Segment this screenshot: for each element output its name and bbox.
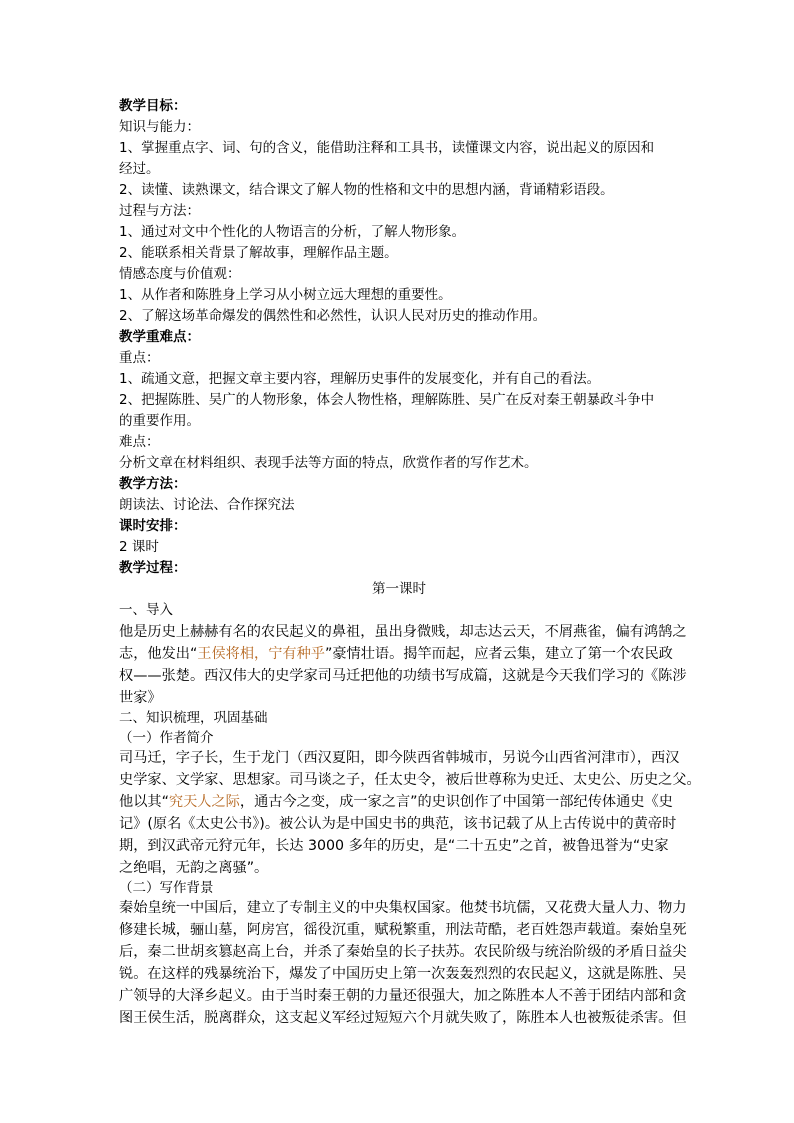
objectives-heading: 教学目标：: [119, 98, 187, 114]
author-line-6: 之绝唱，无韵之离骚”。: [119, 860, 269, 876]
objective-knowledge-2: 2、读懂、读熟课文，结合课文了解人物的性格和文中的思想内涵，背诵精彩语段。: [119, 182, 614, 198]
quote-phrase: 王侯将相，宁有种乎: [197, 646, 325, 662]
emotion-value-label: 情感态度与价值观：: [119, 266, 241, 282]
key-label: 重点：: [119, 350, 160, 366]
objective-process-2: 2、能联系相关背景了解故事，理解作品主题。: [119, 245, 398, 261]
quote-phrase: 究天人之际: [168, 794, 240, 810]
objective-emotion-2: 2、了解这场革命爆发的偶然性和必然性，认识人民对历史的推动作用。: [119, 308, 547, 324]
process-heading: 教学过程：: [119, 560, 187, 576]
author-line-5: 期，到汉武帝元狩元年，长达 3000 多年的历史，是“二十五史”之首，被鲁迅誉为“史家: [119, 838, 669, 854]
author-line-1: 司马迁，字子长，生于龙门（西汉夏阳，即今陕西省韩城市，另说今山西省河津市），西汉: [119, 750, 680, 766]
schedule-heading: 课时安排：: [119, 518, 187, 534]
knowledge-ability-label: 知识与能力：: [119, 119, 200, 135]
objective-knowledge-1-cont: 经过。: [119, 161, 160, 177]
process-method-label: 过程与方法：: [119, 203, 200, 219]
intro-line-3: 权——张楚。西汉伟大的史学家司马迁把他的功绩书写成篇，这就是今天我们学习的《陈涉: [119, 668, 687, 684]
objective-process-1: 1、通过对文中个性化的人物语言的分析，了解人物形象。: [119, 224, 466, 240]
key-point-1: 1、疏通文意，把握文章主要内容，理解历史事件的发展变化，并有自己的看法。: [119, 371, 601, 387]
methods-text: 朗读法、讨论法、合作探究法: [119, 497, 295, 513]
key-point-2: 2、把握陈胜、吴广的人物形象，体会人物性格，理解陈胜、吴广在反对秦王朝暴政斗争中: [119, 392, 655, 408]
background-line-2: 修建长城，骊山墓，阿房宫，徭役沉重，赋税繁重，刑法苛酷，老百姓怨声载道。秦始皇死: [119, 922, 687, 938]
objective-knowledge-1: 1、掌握重点字、词、句的含义，能借助注释和工具书，读懂课文内容，说出起义的原因和: [119, 140, 655, 156]
keypoints-heading: 教学重难点：: [119, 329, 200, 345]
key-point-2-cont: 的重要作用。: [119, 413, 200, 429]
difficult-point-1: 分析文章在材料组织、表现手法等方面的特点，欣赏作者的写作艺术。: [119, 455, 538, 471]
objective-emotion-1: 1、从作者和陈胜身上学习从小树立远大理想的重要性。: [119, 287, 452, 303]
intro-line-4: 世家》: [119, 690, 162, 706]
methods-heading: 教学方法：: [119, 476, 187, 492]
author-heading: （一）作者简介: [119, 730, 214, 746]
background-line-4: 锐。在这样的残暴统治下，爆发了中国历史上第一次轰轰烈烈的农民起义，这就是陈胜、吴: [119, 966, 687, 982]
schedule-text: 2 课时: [119, 539, 159, 555]
background-heading: （二）写作背景: [119, 880, 214, 896]
intro-heading: 一、导入: [119, 602, 173, 618]
background-line-3: 后，秦二世胡亥篡赵高上台，并杀了秦始皇的长子扶苏。农民阶级与统治阶级的矛盾日益尖: [119, 944, 687, 960]
author-line-3: 他以其“究天人之际，通古今之变，成一家之言”的史识创作了中国第一部纪传体通史《史: [119, 794, 673, 810]
knowledge-section-heading: 二、知识梳理，巩固基础: [119, 710, 268, 726]
background-line-6: 图王侯生活，脱离群众，这支起义军经过短短六个月就失败了，陈胜本人也被叛徒杀害。但: [119, 1010, 687, 1026]
intro-line-1: 他是历史上赫赫有名的农民起义的鼻祖，虽出身微贱，却志达云天，不屑燕雀，偏有鸿鹄之: [119, 624, 687, 640]
background-line-1: 秦始皇统一中国后，建立了专制主义的中央集权国家。他焚书坑儒，又花费大量人力、物力: [119, 900, 687, 916]
background-line-5: 广领导的大泽乡起义。由于当时秦王朝的力量还很强大，加之陈胜本人不善于团结内部和贪: [119, 988, 687, 1004]
author-line-2: 史学家、文学家、思想家。司马谈之子，任太史令，被后世尊称为史迁、太史公、历史之父。: [119, 772, 701, 788]
difficult-label: 难点：: [119, 434, 160, 450]
author-line-4: 记》(原名《太史公书》)。被公认为是中国史书的典范，该书记载了从上古传说中的黄帝时: [119, 816, 677, 832]
intro-line-2: 志，他发出“王侯将相，宁有种乎”豪情壮语。揭竿而起，应者云集，建立了第一个农民政: [119, 646, 673, 662]
lesson-title: 第一课时: [372, 581, 426, 597]
